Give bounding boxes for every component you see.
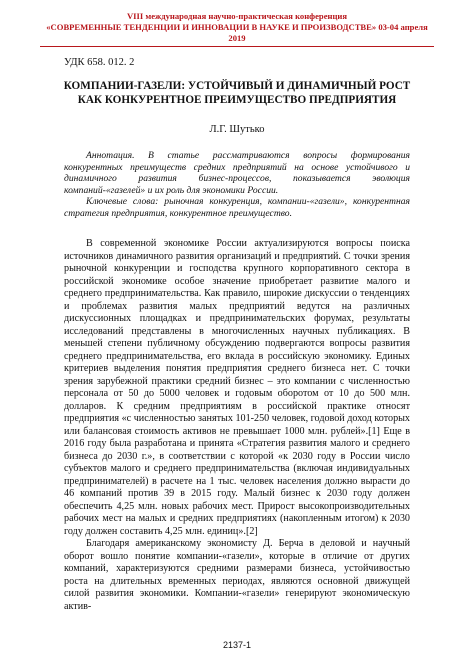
udk-code: УДК 658. 012. 2: [64, 57, 135, 68]
conference-header: [40, 11, 434, 47]
body-paragraph-2: Благодаря американскому экономисту Д. Берча в деловой и научный оборот вошло понятие компании-«газели», которые в отличие от других компаний, характеризуются средними размерами бизнеса, устойчивостью роста на длительных временных периодах, являются основной движущей силой развития экономики. Компании-«газели» генерируют экономическую актив-: [64, 538, 410, 612]
conference-theme: «СОВРЕМЕННЫЕ ТЕНДЕНЦИИ И ИННОВАЦИИ В НАУКЕ И ПРОИЗВОДСТВЕ» 03-04 апреля 2019: [46, 22, 428, 43]
paper-title: [50, 79, 424, 107]
body-text: [64, 238, 410, 613]
header-divider: [40, 46, 434, 47]
keywords-text: Ключевые слова: рыночная конкуренция, компании-«газели», конкурентная стратегия предприятия, конкурентное преимущество.: [64, 196, 410, 219]
body-paragraph-1: В современной экономике России актуализируются вопросы поиска источников динамичного развития организаций и предприятий. С точки зрения рыночной конкуренции и господства крупного корпоративного сектора в российской экономике особое значение приобретает развитие малого и среднего предпринимательства. Как правило, широкие дискуссии о тенденциях и проблемах развития малых предприятий ведутся на различных дискуссионных площадках и предпринимательских форумах, результаты исследований представлены в многочисленных научных публикациях. В меньшей степени публичному обсуждению подвергаются вопросы развития среднего предпринимательства, его вклада в российскую экономику. Единых критериев выделения понятия предприятия среднего бизнеса нет. С точки зрения зарубежной практики средний бизнес – это компании с численностью персонала от 50 до 5000 человек и годовым оборотом от 10 до 500 млн. долларов. К средним предприятиям в российской практике относят предприятия «с численностью занятых 101-250 человек, годовой доход которых или балансовая стоимость активов не превышает 1000 млн. рублей».[1] Еще в 2016 году была разработана и принята «Стратегия развития малого и среднего бизнеса до 2030 г.», в соответствии с которой «к 2030 году в России число субъектов малого и среднего предпринимательства (включая индивидуальных предпринимателей) в расчете на 1 тыс. человек населения должно вырасти до 46 компаний против 39 в 2015 году. Малый бизнес к 2030 году должен обеспечить 4,25 млн. новых рабочих мест. Прирост высокопроизводительных рабочих мест на малых и средних предприятиях (накопленным итогом) к 2030 году должен составить 4,25 млн. единиц».[2]: [64, 238, 410, 537]
abstract-block: [64, 150, 410, 220]
title-line-1: КОМПАНИИ-ГАЗЕЛИ: УСТОЙЧИВЫЙ И ДИНАМИЧНЫЙ РОСТ: [63, 80, 411, 92]
page-number: 2137-1: [222, 640, 252, 650]
title-line-2: КАК КОНКУРЕНТНОЕ ПРЕИМУЩЕСТВО ПРЕДПРИЯТИЯ: [77, 94, 397, 106]
annotation-text: Аннотация. В статье рассматриваются вопросы формирования конкурентных преимуществ средних предприятий на основе устойчивого и динамичного развития бизнес-процессов, показывается эволюция компаний-«газелей» и их роль для экономики России.: [64, 150, 410, 196]
author-name: Л.Г. Шутько: [209, 124, 265, 135]
conference-name: VIII международная научно-практическая конференция: [126, 11, 348, 21]
